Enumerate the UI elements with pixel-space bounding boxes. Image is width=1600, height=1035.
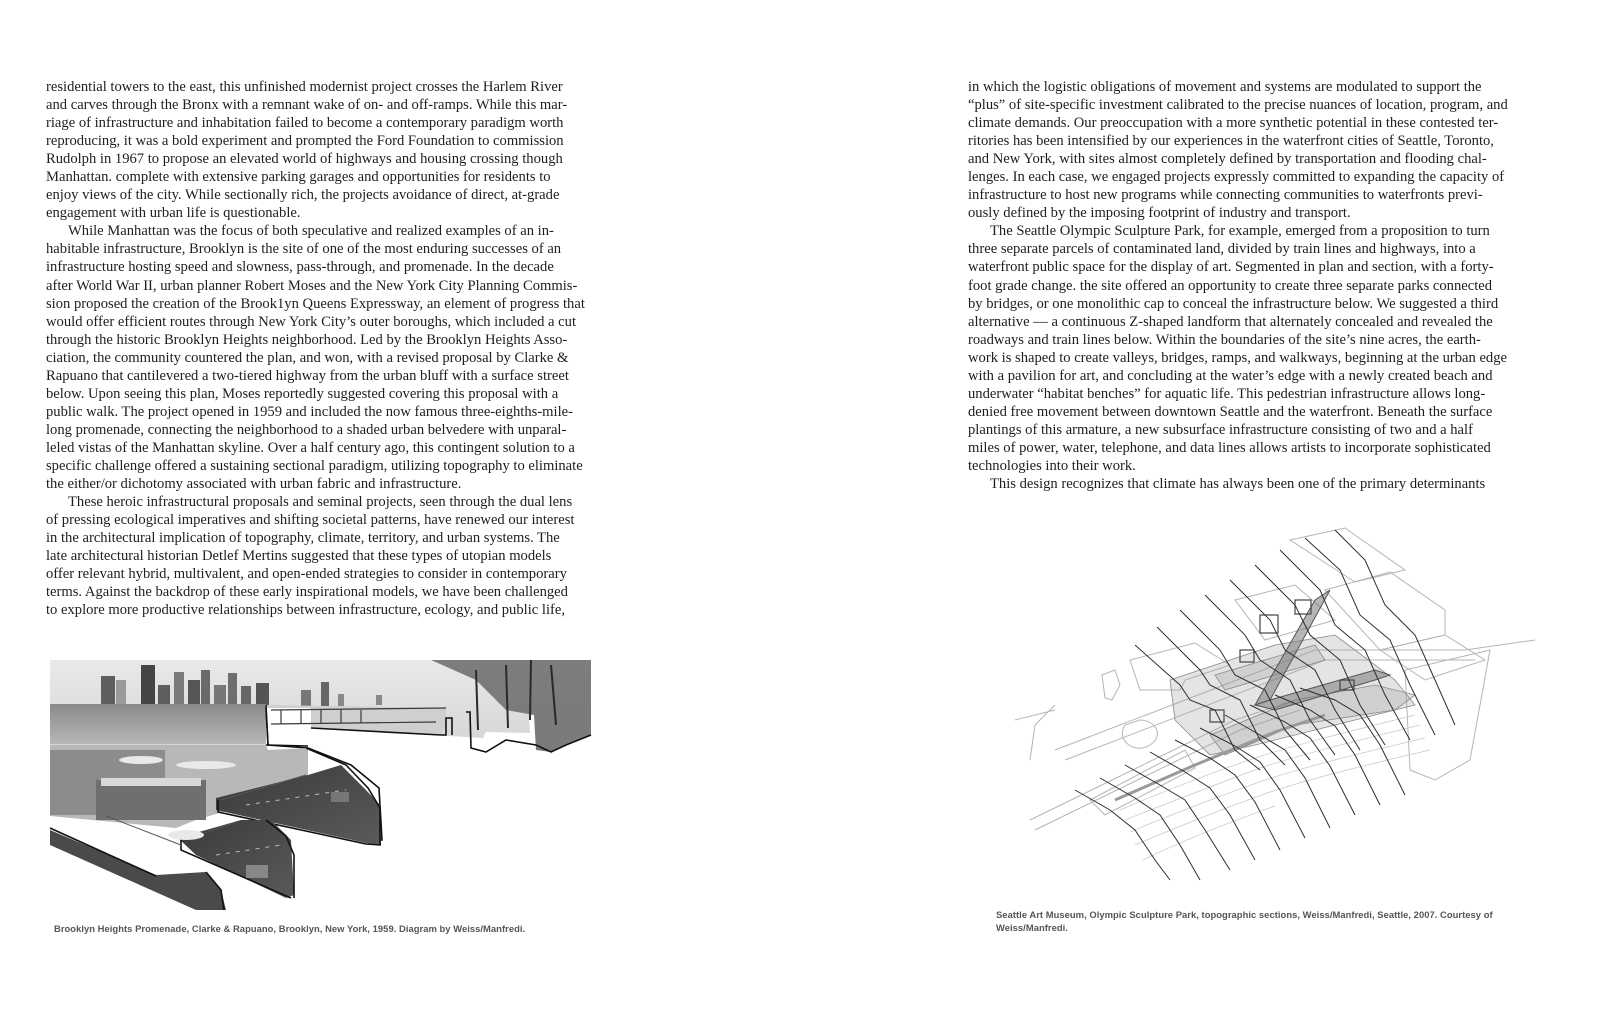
text-line: in the architectural implication of topography, climate, territory, and urban systems. The <box>46 530 560 547</box>
text-line: climate demands. Our preoccupation with a more synthetic potential in these contested ter- <box>968 115 1499 132</box>
right-paragraph-1 <box>968 78 1538 222</box>
right-paragraph-2 <box>968 222 1538 475</box>
text-line: technologies into their work. <box>968 457 1136 474</box>
right-page-body-text <box>968 78 1538 493</box>
text-line: The Seattle Olympic Sculpture Park, for example, emerged from a proposition to turn <box>990 223 1490 240</box>
text-line: long promenade, connecting the neighborhood to a shaded urban belvedere with unparal- <box>46 421 567 438</box>
text-line: lenges. In each case, we engaged projects expressly committed to expanding the capacity of <box>968 169 1505 186</box>
text-line: enjoy views of the city. While sectionally rich, the projects avoidance of direct, at-grade <box>46 187 560 204</box>
text-line: underwater “habitat benches” for aquatic life. This pedestrian infrastructure allows long- <box>968 385 1486 402</box>
text-line: habitable infrastructure, Brooklyn is the site of one of the most enduring successes of an <box>46 241 562 258</box>
text-line: terms. Against the backdrop of these early inspirational models, we have been challenged <box>46 584 568 601</box>
text-line: roadways and train lines below. Within the boundaries of the site’s nine acres, the earth- <box>968 331 1481 348</box>
text-line: leled vistas of the Manhattan skyline. Over a half century ago, this contingent solution to a <box>46 439 575 456</box>
text-line: work is shaped to create valleys, bridges, ramps, and walkways, beginning at the urban edge <box>968 349 1507 366</box>
text-line: “plus” of site-specific investment calibrated to the precise nuances of location, program, and <box>968 97 1508 114</box>
caption-line: Weiss/Manfredi. <box>996 922 1068 933</box>
sculpture-park-figure <box>995 510 1555 900</box>
text-line: alternative — a continuous Z-shaped landform that alternately concealed and revealed the <box>968 313 1493 330</box>
text-line: plantings of this armature, a new subsurface infrastructure consisting of two and a half <box>968 421 1473 438</box>
text-line: While Manhattan was the focus of both speculative and realized examples of an in- <box>68 223 554 240</box>
text-line: through the historic Brooklyn Heights neighborhood. Led by the Brooklyn Heights Asso- <box>46 331 568 348</box>
text-line: Rapuano that cantilevered a two-tiered highway from the urban bluff with a surface street <box>46 367 569 384</box>
text-line: waterfront public space for the display of art. Segmented in plan and section, with a forty- <box>968 259 1494 276</box>
caption-line: Seattle Art Museum, Olympic Sculpture Park, topographic sections, Weiss/Manfredi, Seattle, 2007. Courtesy of <box>996 909 1493 920</box>
text-line: Manhattan. complete with extensive parking garages and opportunities for residents to <box>46 169 551 186</box>
right-paragraph-3 <box>968 475 1538 493</box>
brooklyn-promenade-figure <box>46 640 606 910</box>
text-line: the either/or dichotomy associated with urban fabric and infrastructure. <box>46 476 462 493</box>
text-line: reproducing, it was a bold experiment and prompted the Ford Foundation to commission <box>46 133 564 150</box>
text-line: ritories has been intensified by our experiences in the waterfront cities of Seattle, Toronto, <box>968 133 1494 150</box>
text-line: after World War II, urban planner Robert Moses and the New York City Planning Commis- <box>46 277 578 294</box>
text-line: below. Upon seeing this plan, Moses reportedly suggested covering this proposal with a <box>46 385 559 402</box>
left-figure-caption: Brooklyn Heights Promenade, Clarke & Rapuano, Brooklyn, New York, 1959. Diagram by Weiss/Manfredi. <box>54 923 526 934</box>
text-line: residential towers to the east, this unfinished modernist project crosses the Harlem River <box>46 79 563 95</box>
text-line: ously defined by the imposing footprint of industry and transport. <box>968 205 1351 222</box>
left-paragraph-3 <box>46 493 606 619</box>
right-figure-caption <box>996 908 1556 934</box>
text-line: public walk. The project opened in 1959 and included the now famous three-eighths-mile- <box>46 403 573 420</box>
topographic-sections-drawing <box>995 510 1555 900</box>
text-line: riage of infrastructure and inhabitation failed to become a contemporary paradigm worth <box>46 115 564 132</box>
text-line: ciation, the community countered the plan, and won, with a revised proposal by Clarke & <box>46 349 569 366</box>
text-line: These heroic infrastructural proposals and seminal projects, seen through the dual lens <box>68 494 573 511</box>
text-line: and New York, with sites almost completely defined by transportation and flooding chal- <box>968 151 1487 168</box>
text-line: offer relevant hybrid, multivalent, and open-ended strategies to consider in contemporary <box>46 566 567 583</box>
text-line: with a pavilion for art, and concluding at the water’s edge with a newly created beach and <box>968 367 1493 384</box>
text-line: foot grade change. the site offered an opportunity to create three separate parks connected <box>968 277 1493 294</box>
text-line: miles of power, water, telephone, and data lines allows artists to incorporate sophisticated <box>968 439 1491 456</box>
text-line: three separate parcels of contaminated land, divided by train lines and highways, into a <box>968 241 1476 258</box>
promenade-section-image <box>46 640 606 910</box>
text-line: of pressing ecological imperatives and shifting societal patterns, have renewed our interest <box>46 512 575 529</box>
text-line: by bridges, or one monolithic cap to conceal the infrastructure below. We suggested a third <box>968 295 1499 312</box>
text-line: denied free movement between downtown Seattle and the waterfront. Beneath the surface <box>968 403 1493 420</box>
left-paragraph-2 <box>46 222 606 493</box>
text-line: in which the logistic obligations of movement and systems are modulated to support the <box>968 79 1482 95</box>
text-line: infrastructure to host new programs while connecting communities to waterfronts previ- <box>968 187 1483 204</box>
text-line: specific challenge offered a sustaining sectional paradigm, utilizing topography to eliminate <box>46 457 583 474</box>
text-line: late architectural historian Detlef Mertins suggested that these types of utopian models <box>46 548 552 565</box>
text-line: infrastructure hosting speed and slowness, pass-through, and promenade. In the decade <box>46 259 554 276</box>
text-line: would offer efficient routes through New York City’s outer boroughs, which included a cut <box>46 313 577 330</box>
text-line: This design recognizes that climate has always been one of the primary determinants <box>990 476 1486 493</box>
text-line: Rudolph in 1967 to propose an elevated world of highways and housing crossing though <box>46 151 563 168</box>
text-line: and carves through the Bronx with a remnant wake of on- and off-ramps. While this mar- <box>46 97 568 114</box>
text-line: sion proposed the creation of the Brook1yn Queens Expressway, an element of progress that <box>46 295 585 312</box>
text-line: engagement with urban life is questionable. <box>46 205 301 222</box>
left-page-body-text <box>46 78 606 619</box>
text-line: to explore more productive relationships between infrastructure, ecology, and public life, <box>46 602 565 619</box>
left-paragraph-1 <box>46 78 606 222</box>
